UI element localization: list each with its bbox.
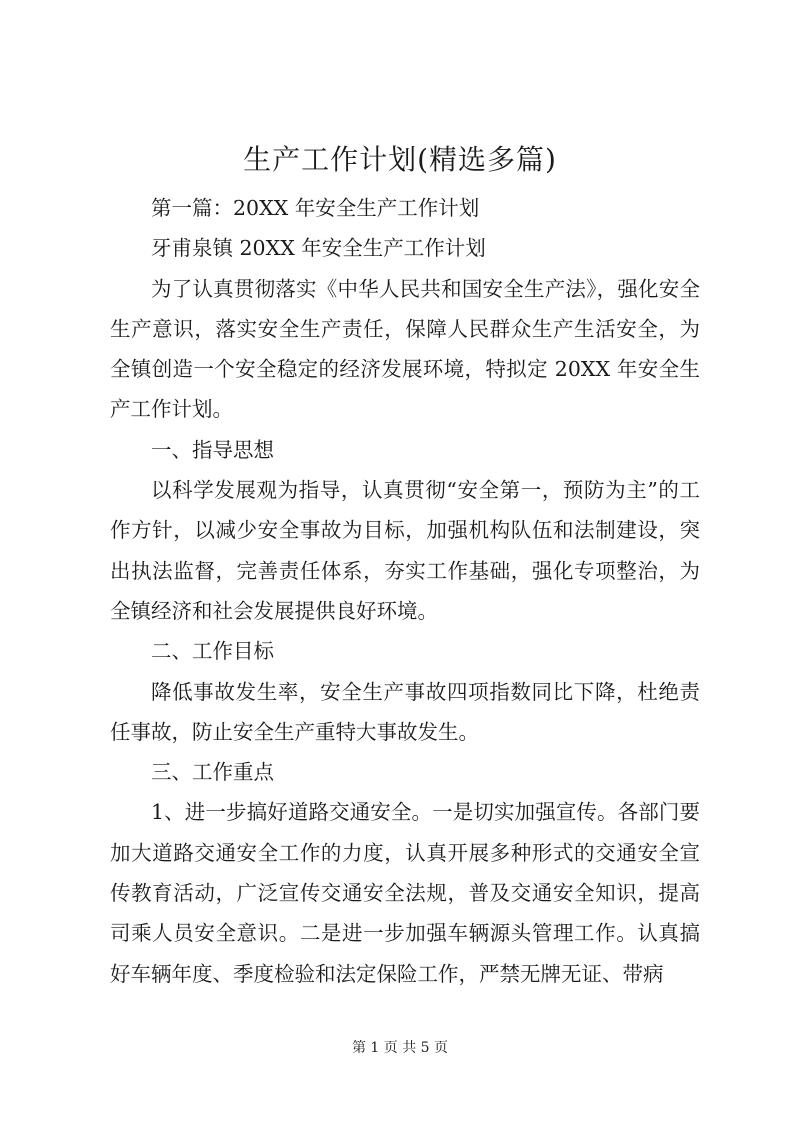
section-heading-part-one: 第一篇：20XX 年安全生产工作计划: [151, 196, 480, 220]
document-body: [110, 188, 700, 994]
work-focus-paragraph: 1、进一步搞好道路交通安全。一是切实加强宣传。各部门要加大道路交通安全工作的力度，认真开展多种形式的交通安全宣传教育活动，广泛宣传交通安全法规，普及交通安全知识，提高司乘人员安全意识。二是进一步加强车辆源头管理工作。认真搞好车辆年度、季度检验和法定保险工作，严禁无牌无证、带病: [110, 800, 700, 986]
page-number-footer: 第 1 页 共 5 页: [351, 1040, 449, 1056]
guiding-ideology-paragraph: 以科学发展观为指导，认真贯彻“安全第一，预防为主”的工作方针，以减少安全事故为目标，加强机构队伍和法制建设，突出执法监督，完善责任体系，夯实工作基础，强化专项整治，为全镇经济和社会发展提供良好环境。: [110, 478, 700, 623]
heading-work-focus: 三、工作重点: [151, 760, 274, 785]
heading-guiding-ideology: 一、指导思想: [151, 437, 274, 462]
heading-work-goals: 二、工作目标: [151, 639, 274, 664]
work-goals-paragraph: 降低事故发生率，安全生产事故四项指数同比下降，杜绝责任事故，防止安全生产重特大事故发生。: [110, 679, 700, 744]
document-title: 生产工作计划(精选多篇): [243, 143, 557, 176]
plan-subtitle: 牙甫泉镇 20XX 年安全生产工作计划: [151, 236, 486, 261]
intro-paragraph: 为了认真贯彻落实《中华人民共和国安全生产法》，强化安全生产意识，落实安全生产责任，保障人民群众生产生活安全，为全镇创造一个安全稳定的经济发展环境，特拟定 20XX 年安全生产工作计划。: [110, 276, 700, 422]
